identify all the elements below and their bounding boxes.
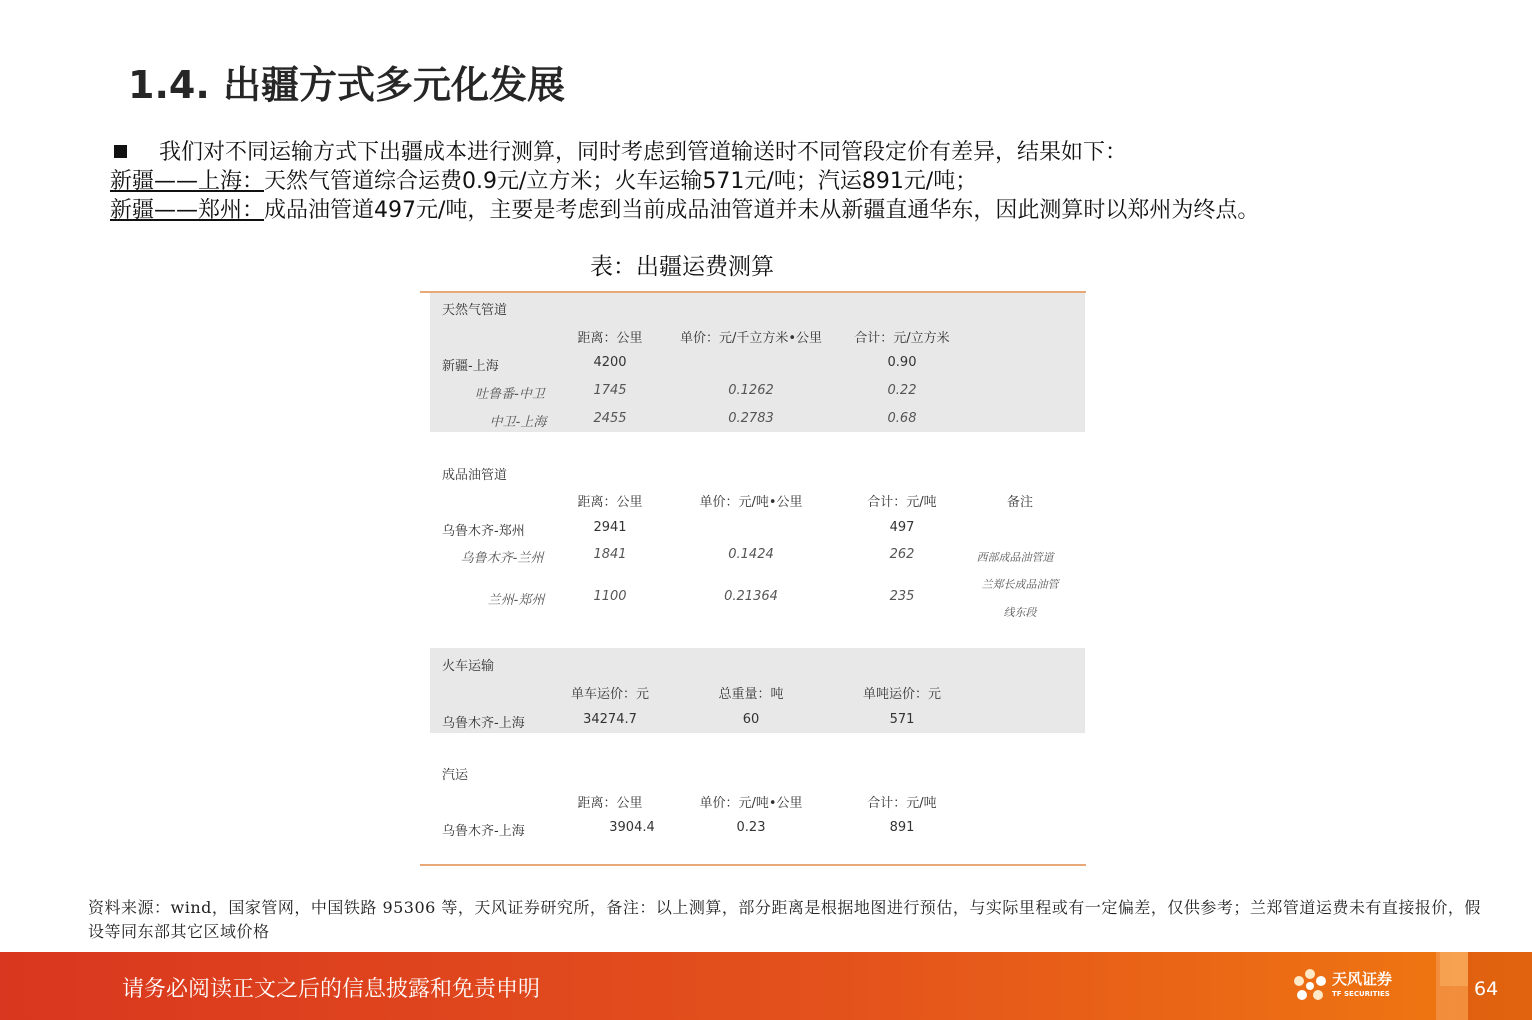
row-note: 西部成品油管道 bbox=[976, 551, 1054, 564]
square-bullet-icon bbox=[114, 145, 127, 158]
column-header: 距离：公里 bbox=[577, 495, 643, 510]
logo-name: 天风证券 bbox=[1332, 970, 1393, 988]
page-number: 64 bbox=[1474, 978, 1499, 1000]
column-header: 备注 bbox=[1006, 495, 1034, 510]
source-note: 资料来源：wind，国家管网，中国铁路 95306 等，天风证券研究所，备注：以上测算，部分距离是根据地图进行预估，与实际里程或有一定偏差，仅供参考；兰郑管道运费未有直接报价，假设等同东部其它区域价格 bbox=[88, 898, 1481, 941]
column-header: 距离：公里 bbox=[577, 331, 643, 346]
row-name: 兰州-郑州 bbox=[487, 593, 545, 608]
route-label-shanghai: 新疆——上海： bbox=[110, 169, 265, 194]
column-header: 总重量：吨 bbox=[718, 687, 784, 702]
row-price: 0.21364 bbox=[724, 589, 778, 604]
row-distance: 1745 bbox=[593, 383, 627, 398]
section-title-train: 火车运输 bbox=[442, 659, 495, 674]
row-price: 0.23 bbox=[736, 820, 766, 835]
section-title-oil: 成品油管道 bbox=[442, 468, 508, 483]
bullet-line-2 bbox=[110, 167, 1259, 196]
flower-logo-icon bbox=[1290, 966, 1330, 1006]
bullet-text-1: 我们对不同运输方式下出疆成本进行测算，同时考虑到管道输送时不同管段定价有差异，结果如下： bbox=[159, 140, 1128, 165]
row-name: 乌鲁木齐-上海 bbox=[442, 716, 525, 731]
row-total: 235 bbox=[889, 589, 915, 604]
column-header: 单价：元/吨•公里 bbox=[699, 796, 803, 811]
column-header: 单价：元/吨•公里 bbox=[699, 495, 803, 510]
row-price: 0.2783 bbox=[728, 411, 774, 426]
section-title-truck: 汽运 bbox=[442, 768, 469, 783]
row-distance: 1841 bbox=[593, 547, 627, 562]
route-text-shanghai: 天然气管道综合运费0.9元/立方米；火车运输571元/吨；汽运891元/吨； bbox=[264, 169, 978, 194]
bullet-line-3 bbox=[110, 196, 1259, 225]
row-total: 497 bbox=[889, 520, 915, 535]
freight-table bbox=[420, 291, 1086, 867]
section-title-gas: 天然气管道 bbox=[442, 303, 508, 318]
bullet-block bbox=[110, 138, 1259, 225]
row-value: 60 bbox=[742, 712, 760, 727]
row-distance: 1100 bbox=[593, 589, 627, 604]
column-header: 单吨运价：元 bbox=[862, 687, 942, 702]
bullet-line-1 bbox=[110, 138, 1259, 167]
route-label-zhengzhou: 新疆——郑州： bbox=[110, 198, 265, 223]
row-note-cont: 线东段 bbox=[1003, 606, 1037, 619]
row-name: 乌鲁木齐-上海 bbox=[442, 824, 525, 839]
row-total: 0.68 bbox=[887, 411, 917, 426]
table-caption: 表：出疆运费测算 bbox=[590, 254, 774, 280]
row-value: 571 bbox=[889, 712, 915, 727]
footer-bar bbox=[0, 952, 1532, 1020]
row-price: 0.1262 bbox=[728, 383, 774, 398]
row-price: 0.1424 bbox=[728, 547, 774, 562]
row-note: 兰郑长成品油管 bbox=[981, 578, 1059, 591]
disclaimer-text: 请务必阅读正文之后的信息披露和免责申明 bbox=[122, 977, 541, 1002]
footer-decoration bbox=[1440, 952, 1468, 986]
route-text-zhengzhou: 成品油管道497元/吨，主要是考虑到当前成品油管道并未从新疆直通华东，因此测算时以郑州为终点。 bbox=[264, 198, 1260, 223]
row-distance: 4200 bbox=[593, 355, 627, 370]
logo-sub: TF SECURITIES bbox=[1332, 990, 1390, 998]
row-name: 吐鲁番-中卫 bbox=[475, 387, 545, 402]
row-value: 34274.7 bbox=[583, 712, 637, 727]
row-total: 891 bbox=[889, 820, 915, 835]
row-name: 新疆-上海 bbox=[442, 359, 499, 374]
column-header: 单价：元/千立方米•公里 bbox=[679, 331, 823, 346]
column-header: 合计：元/立方米 bbox=[854, 331, 950, 346]
column-header: 距离：公里 bbox=[577, 796, 643, 811]
brand-logo bbox=[1290, 966, 1420, 1006]
row-distance: 3904.4 bbox=[609, 820, 655, 835]
row-distance: 2455 bbox=[593, 411, 627, 426]
table-bottom-rule bbox=[420, 864, 1086, 866]
row-name: 中卫-上海 bbox=[489, 415, 547, 430]
row-name: 乌鲁木齐-兰州 bbox=[460, 551, 544, 566]
column-header: 合计：元/吨 bbox=[867, 796, 937, 811]
row-total: 0.90 bbox=[887, 355, 917, 370]
page-title: 1.4. 出疆方式多元化发展 bbox=[128, 63, 565, 107]
column-header: 单车运价：元 bbox=[570, 687, 650, 702]
column-header: 合计：元/吨 bbox=[867, 495, 937, 510]
row-name: 乌鲁木齐-郑州 bbox=[442, 524, 525, 539]
row-distance: 2941 bbox=[593, 520, 627, 535]
row-total: 0.22 bbox=[887, 383, 917, 398]
row-total: 262 bbox=[889, 547, 915, 562]
